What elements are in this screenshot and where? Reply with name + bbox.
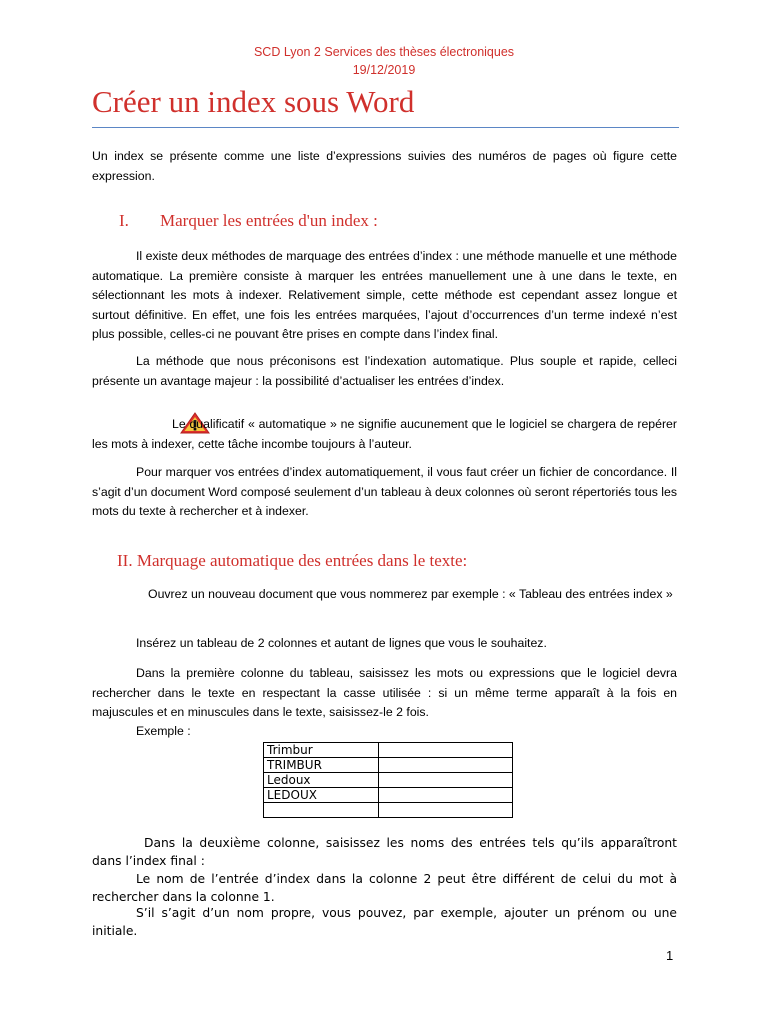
- table-row: [264, 788, 513, 803]
- table-row: [264, 743, 513, 758]
- section2-paragraph-1: Ouvrez un nouveau document que vous nommerez par exemple : « Tableau des entrées index »: [148, 587, 673, 601]
- section1-number: I.: [119, 211, 129, 230]
- table-row: [264, 773, 513, 788]
- section1-paragraph-3: Pour marquer vos entrées d’index automatiquement, il vous faut créer un fichier de concordance. Il s’agit d’un document Word composé seulement d’un tableau à deux colonnes où seront répertoriés tous les mots du texte à rechercher et à indexer.: [92, 465, 677, 518]
- example-label: Exemple :: [136, 724, 191, 738]
- page-title: Créer un index sous Word: [92, 84, 415, 119]
- table-cell: Trimbur: [264, 743, 379, 758]
- table-row: [264, 758, 513, 773]
- table-row: [264, 803, 513, 818]
- section2-heading: II. Marquage automatique des entrées dans le texte:: [117, 551, 468, 570]
- section2-paragraph-5: Le nom de l’entrée d’index dans la colonne 2 peut être différent de celui du mot à rechercher dans la colonne 1.: [92, 872, 677, 904]
- warning-text: Le qualificatif « automatique » ne signifie aucunement que le logiciel se chargera de repérer les mots à indexer, cette tâche incombe toujours à l’auteur.: [92, 417, 677, 451]
- table-cell: Ledoux: [264, 773, 379, 788]
- table-cell: LEDOUX: [264, 788, 379, 803]
- section1-heading: Marquer les entrées d'un index :: [160, 211, 378, 230]
- table-cell: [379, 788, 513, 803]
- section2-paragraph-3: Dans la première colonne du tableau, saisissez les mots ou expressions que le logiciel devra rechercher dans le texte en respectant la casse utilisée : si un même terme apparaît à la fois en majuscules et en minuscules dans le texte, saisissez-le 2 fois.: [92, 666, 677, 719]
- section2-paragraph-6: S’il s’agit d’un nom propre, vous pouvez, par exemple, ajouter un prénom ou une initiale.: [92, 906, 677, 938]
- section2-paragraph-2: Insérez un tableau de 2 colonnes et autant de lignes que vous le souhaitez.: [136, 636, 547, 650]
- table-cell: TRIMBUR: [264, 758, 379, 773]
- header-line-1: SCD Lyon 2 Services des thèses électroniques: [253, 45, 515, 59]
- section1-paragraph-1: Il existe deux méthodes de marquage des entrées d’index : une méthode manuelle et une méthode automatique. La première consiste à marquer les entrées manuellement une à une dans le texte, en sélectionnant les mots à indexer. Relativement simple, cette méthode est cependant assez longue et surtout définitive. En effet, une fois les entrées marquées, l’ajout d’occurrences d’un terme indexé n’est plus possible, celles-ci ne pouvant être prises en compte dans l’index final.: [92, 249, 677, 341]
- header-date: 19/12/2019: [352, 63, 416, 77]
- table-cell: [379, 743, 513, 758]
- section1-paragraph-2: La méthode que nous préconisons est l’indexation automatique. Plus souple et rapide, celleci présente un avantage majeur : la possibilité d’actualiser les entrées d’index.: [92, 354, 677, 388]
- table-cell: [379, 758, 513, 773]
- warning-icon: [136, 412, 166, 434]
- table-cell: [379, 803, 513, 818]
- intro-paragraph: Un index se présente comme une liste d’expressions suivies des numéros de pages où figure cette expression.: [92, 149, 677, 183]
- example-table: [263, 742, 513, 818]
- section2-paragraph-4: Dans la deuxième colonne, saisissez les noms des entrées tels qu’ils apparaîtront dans l’index final :: [92, 836, 677, 868]
- warning-paragraph: [92, 412, 677, 454]
- table-cell: [264, 803, 379, 818]
- page-number: 1: [666, 948, 674, 963]
- title-underline: [92, 127, 679, 128]
- table-cell: [379, 773, 513, 788]
